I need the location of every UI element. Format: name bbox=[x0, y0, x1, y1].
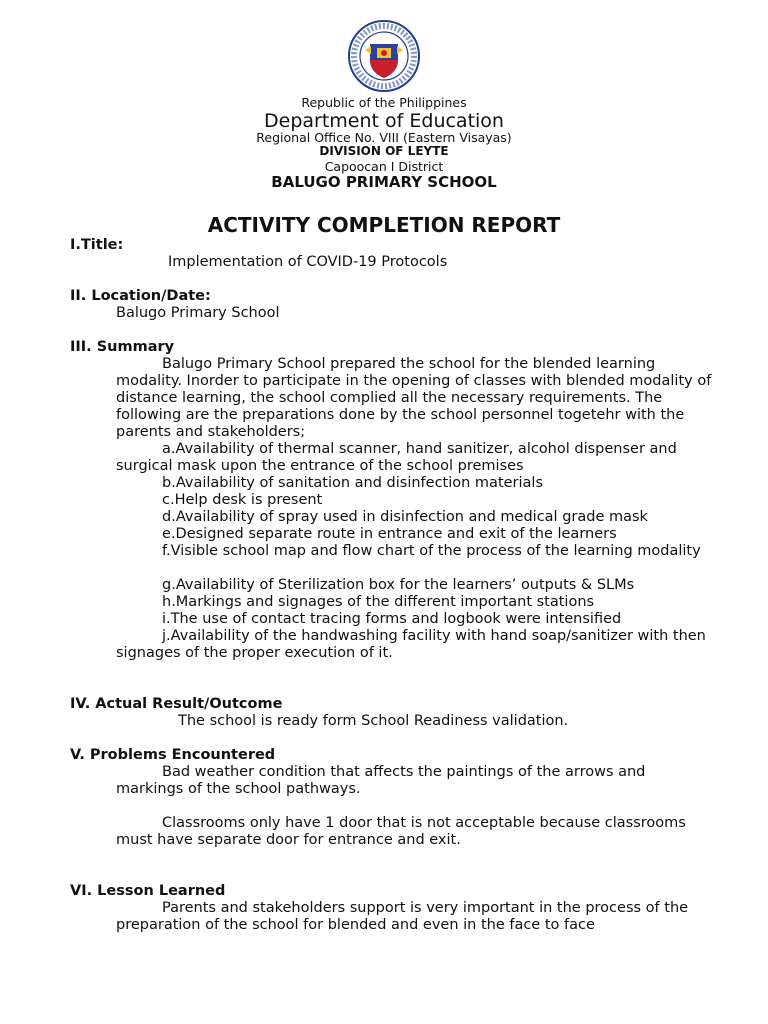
summary-item: h.Markings and signages of the different important stations bbox=[162, 594, 595, 610]
summary-item: c.Help desk is present bbox=[162, 492, 323, 508]
division-name: DIVISION OF LEYTE bbox=[319, 144, 449, 158]
school-name: BALUGO PRIMARY SCHOOL bbox=[271, 173, 497, 191]
summary-item: b.Availability of sanitation and disinfection materials bbox=[162, 475, 544, 491]
summary-item: g.Availability of Sterilization box for the learners’ outputs & SLMs bbox=[162, 577, 635, 593]
section-lessons-heading: VI. Lesson Learned bbox=[70, 883, 226, 899]
section-problems-heading: V. Problems Encountered bbox=[70, 747, 276, 763]
summary-item: j.Availability of the handwashing facility with hand soap/sanitizer with then signages of the proper execution of it. bbox=[116, 628, 706, 661]
problem-item: Bad weather condition that affects the paintings of the arrows and markings of the school pathways. bbox=[116, 764, 646, 797]
section-summary-heading: III. Summary bbox=[70, 339, 175, 355]
regional-office: Regional Office No. VIII (Eastern Visayas) bbox=[256, 130, 512, 145]
summary-item: d.Availability of spray used in disinfection and medical grade mask bbox=[162, 509, 648, 525]
section-location-body: Balugo Primary School bbox=[116, 305, 280, 321]
district-name: Capoocan I District bbox=[324, 159, 444, 174]
section-lessons-body: Parents and stakeholders support is very important in the process of the preparation of the school for blended and even in the face to face bbox=[116, 900, 689, 933]
summary-intro: Balugo Primary School prepared the school for the blended learning modality. Inorder to participate in the opening of classes with blended modality of distance learning, the school complied all the necessary requirements. The following are the preparations done by the school personnel togetehr with the parents and stakeholders; bbox=[116, 356, 712, 440]
summary-item: i.The use of contact tracing forms and logbook were intensified bbox=[162, 611, 622, 627]
deped-seal-logo bbox=[337, 20, 431, 92]
department-name: Department of Education bbox=[264, 110, 504, 132]
section-title-body: Implementation of COVID-19 Protocols bbox=[168, 254, 448, 270]
section-outcome-body: The school is ready form School Readiness validation. bbox=[178, 713, 569, 729]
section-location-heading: II. Location/Date: bbox=[70, 288, 211, 304]
report-title: ACTIVITY COMPLETION REPORT bbox=[207, 213, 561, 237]
summary-item: f.Visible school map and flow chart of the process of the learning modality bbox=[162, 543, 701, 559]
republic-line: Republic of the Philippines bbox=[301, 95, 467, 110]
summary-item: a.Availability of thermal scanner, hand sanitizer, alcohol dispenser and surgical mask upon the entrance of the school premises bbox=[116, 441, 677, 474]
section-outcome-heading: IV. Actual Result/Outcome bbox=[70, 696, 283, 712]
problem-item: Classrooms only have 1 door that is not acceptable because classrooms must have separate door for entrance and exit. bbox=[116, 815, 686, 848]
summary-item: e.Designed separate route in entrance and exit of the learners bbox=[162, 526, 617, 542]
section-title-heading: I.Title: bbox=[70, 237, 124, 253]
